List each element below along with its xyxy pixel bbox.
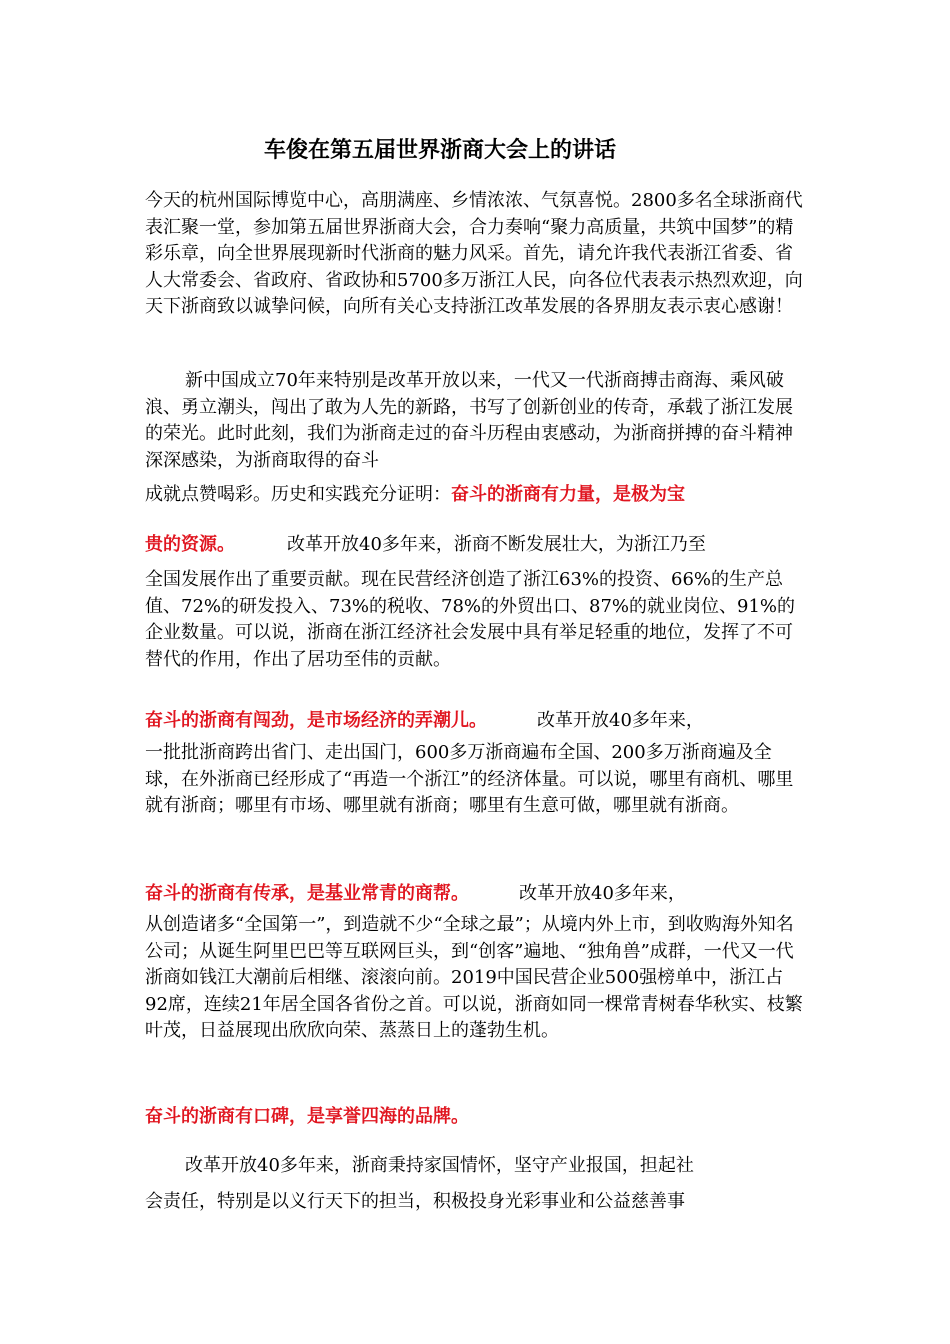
paragraph-reputation-line-2: 会责任，特别是以义行天下的担当，积极投身光彩事业和公益慈善事 xyxy=(145,1191,685,1212)
highlight-power-line xyxy=(145,530,825,556)
paragraph-reputation-line-1: 改革开放40多年来，浙商秉持家国情怀，坚守产业报国，担起社 xyxy=(185,1155,694,1176)
heading-drive-tail: 改革开放40多年来， xyxy=(537,710,704,731)
heading-drive-line xyxy=(145,706,825,732)
document-title: 车俊在第五届世界浙商大会上的讲话 xyxy=(263,138,616,163)
highlight-power-b: 贵的资源。 xyxy=(145,534,235,555)
paragraph-opening: 今天的杭州国际博览中心，高朋满座、乡情浓浓、气氛喜悦。2800多名全球浙商代表汇聚一堂，参加第五届世界浙商大会，合力奏响“聚力高质量，共筑中国梦”的精彩乐章，向全世界展现新时代浙商的魅力风采。首先，请允许我代表浙江省委、省人大常委会、省政府、省政协和5700多万浙江人民，向各位代表表示热烈欢迎，向天下浙商致以诚挚问候，向所有关心支持浙江改革发展的各界朋友表示衷心感谢！ xyxy=(145,190,803,317)
heading-heritage-line xyxy=(145,879,825,905)
paragraph-contribution: 全国发展作出了重要贡献。现在民营经济创造了浙江63%的投资、66%的生产总值、72%的研发投入、73%的税收、78%的外贸出口、87%的就业岗位、91%的企业数量。可以说，浙商在浙江经济社会发展中具有举足轻重的地位，发挥了不可替代的作用，作出了居功至伟的贡献。 xyxy=(145,569,796,670)
highlight-power-a: 奋斗的浙商有力量，是极为宝 xyxy=(451,484,685,505)
history-conclusion-lead: 成就点赞喝彩。历史和实践充分证明： xyxy=(145,484,451,505)
paragraph-heritage: 从创造诸多“全国第一”，到造就不少“全球之最”；从境内外上市，到收购海外知名公司；从诞生阿里巴巴等互联网巨头，到“创客”遍地、“独角兽”成群，一代又一代浙商如钱江大潮前后相继、滚滚向前。2019中国民营企业500强榜单中，浙江占92席，连续21年居全国各省份之首。可以说，浙商如同一棵常青树春华秋实、枝繁叶茂，日益展现出欣欣向荣、蒸蒸日上的蓬勃生机。 xyxy=(145,914,803,1041)
paragraph-drive: 一批批浙商跨出省门、走出国门，600多万浙商遍布全国、200多万浙商遍及全球，在外浙商已经形成了“再造一个浙江”的经济体量。可以说，哪里有商机、哪里就有浙商；哪里有市场、哪里就有浙商；哪里有生意可做，哪里就有浙商。 xyxy=(145,742,794,816)
heading-reputation-line xyxy=(145,1102,825,1128)
paragraph-history-conclusion xyxy=(145,480,825,506)
paragraph-history: 新中国成立70年来特别是改革开放以来，一代又一代浙商搏击商海、乘风破浪、勇立潮头，闯出了敢为人先的新路，书写了创新创业的传奇，承载了浙江发展的荣光。此时此刻，我们为浙商走过的奋斗历程由衷感动，为浙商拼搏的奋斗精神深深感染，为浙商取得的奋斗 xyxy=(145,370,793,471)
heading-reputation: 奋斗的浙商有口碑，是享誉四海的品牌。 xyxy=(145,1106,469,1127)
heading-drive: 奋斗的浙商有闯劲，是市场经济的弄潮儿。 xyxy=(145,710,487,731)
power-line-tail: 改革开放40多年来，浙商不断发展壮大，为浙江乃至 xyxy=(287,534,706,555)
heading-heritage: 奋斗的浙商有传承，是基业常青的商帮。 xyxy=(145,883,469,904)
heading-heritage-tail: 改革开放40多年来， xyxy=(519,883,686,904)
